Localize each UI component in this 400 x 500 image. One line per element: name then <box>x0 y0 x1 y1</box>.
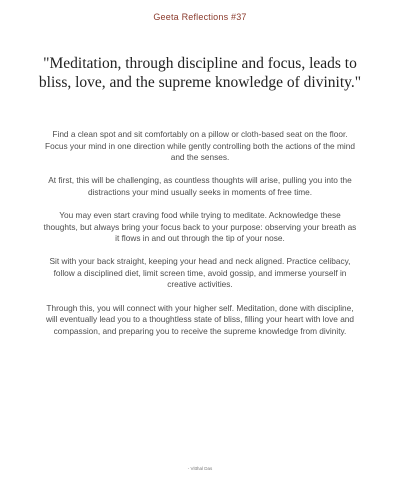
series-title: Geeta Reflections #37 <box>153 12 247 22</box>
author-signature: - Vitthal Das <box>187 466 213 471</box>
body-paragraph-5: Through this, you will connect with your higher self. Meditation, done with discipline, will eventually lead you to a thoughtless state of bliss, filling your heart with love and compassion, and preparing you to receive the supreme knowledge from divinity. <box>45 302 355 336</box>
body-paragraph-4: Sit with your back straight, keeping your head and neck aligned. Practice celibacy, follow a disciplined diet, limit screen time, avoid gossip, and immerse yourself in creative activities. <box>49 256 351 290</box>
body-paragraph-3: You may even start craving food while trying to meditate. Acknowledge these thoughts, but always bring your focus back to your purpose: observing your breath as it flows in and out through the tip of your nose. <box>43 209 357 244</box>
body-paragraph-2: At first, this will be challenging, as countless thoughts will arise, pulling you into the distractions your mind usually seeks in moments of free time. <box>48 175 352 197</box>
reflection-body <box>42 129 358 349</box>
body-paragraph-1: Find a clean spot and sit comfortably on a pillow or cloth-based seat on the floor. Focus your mind in one direction while gently controlling both the actions of the mind and the senses. <box>45 129 355 163</box>
featured-quote: "Meditation, through discipline and focus, leads to bliss, love, and the supreme knowledge of divinity." <box>38 55 362 91</box>
